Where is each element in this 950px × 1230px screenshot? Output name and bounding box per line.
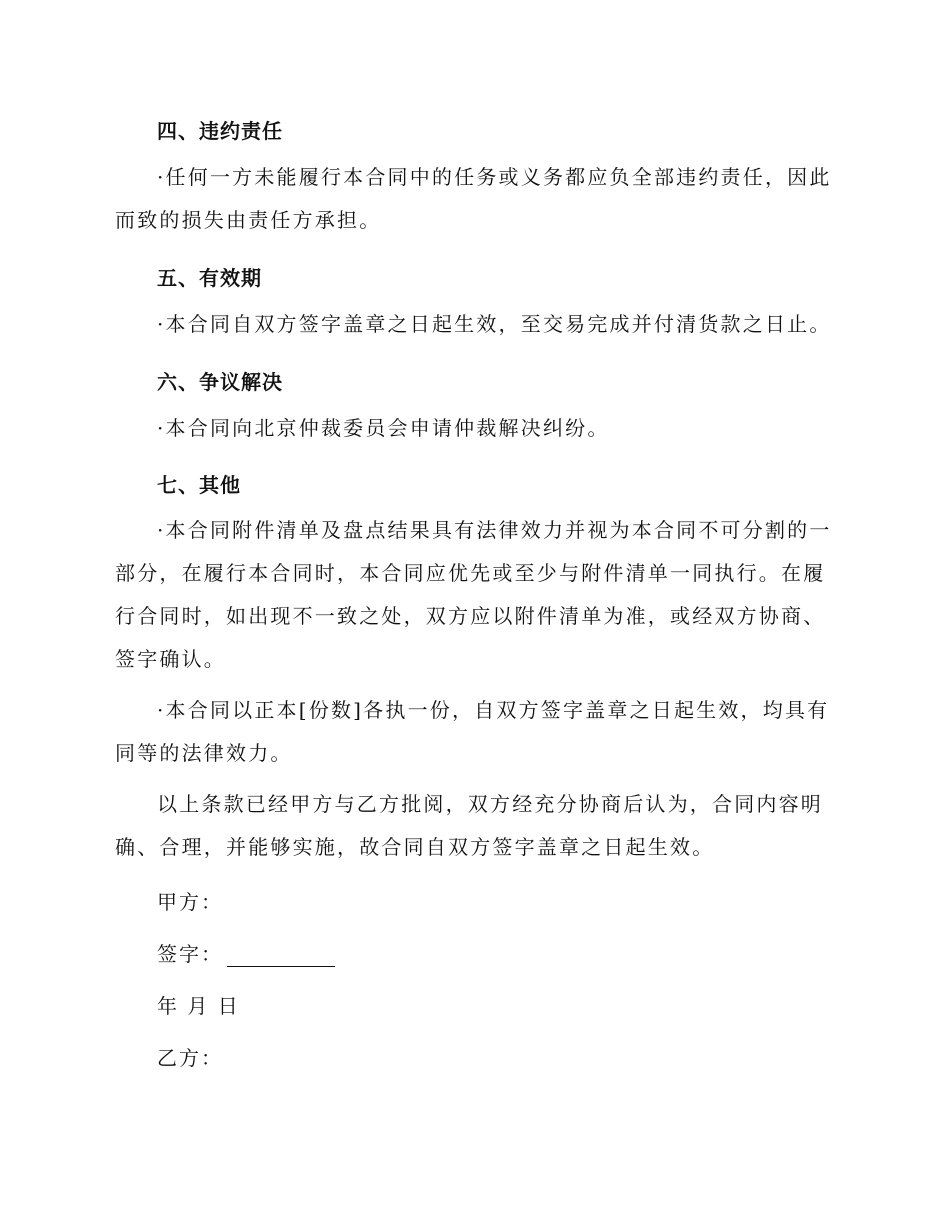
section-heading-validity: 五、有效期: [157, 266, 262, 290]
section-heading-other: 七、其他: [157, 473, 241, 497]
paragraph-other-1: ·本合同附件清单及盘点结果具有法律效力并视为本合同不可分割的一部分，在履行本合同时，本合同应优先或至少与附件清单一同执行。在履行合同时，如出现不一致之处，双方应以附件清单为准，或经双方协商、签字确认。: [115, 518, 832, 671]
signature-row: [157, 938, 335, 967]
party-a-label: 甲方：: [157, 890, 223, 914]
party-b-label: 乙方：: [157, 1046, 223, 1070]
date-label: 年 月 日: [157, 994, 240, 1018]
paragraph-validity: ·本合同自双方签字盖章之日起生效，至交易完成并付清货款之日止。: [157, 312, 832, 336]
signature-label: 签字：: [157, 942, 223, 966]
paragraph-dispute: ·本合同向北京仲裁委员会申请仲裁解决纠纷。: [157, 416, 610, 440]
signature-line: [227, 944, 335, 967]
paragraph-other-2: ·本合同以正本[份数]各执一份，自双方签字盖章之日起生效，均具有同等的法律效力。: [115, 698, 830, 765]
paragraph-closing: 以上条款已经甲方与乙方批阅，双方经充分协商后认为，合同内容明确、合理，并能够实施，故合同自双方签字盖章之日起生效。: [115, 792, 823, 859]
paragraph-breach: ·任何一方未能履行本合同中的任务或义务都应负全部违约责任，因此而致的损失由责任方承担。: [115, 165, 832, 232]
section-heading-dispute: 六、争议解决: [157, 370, 283, 394]
section-heading-breach: 四、违约责任: [157, 119, 283, 143]
